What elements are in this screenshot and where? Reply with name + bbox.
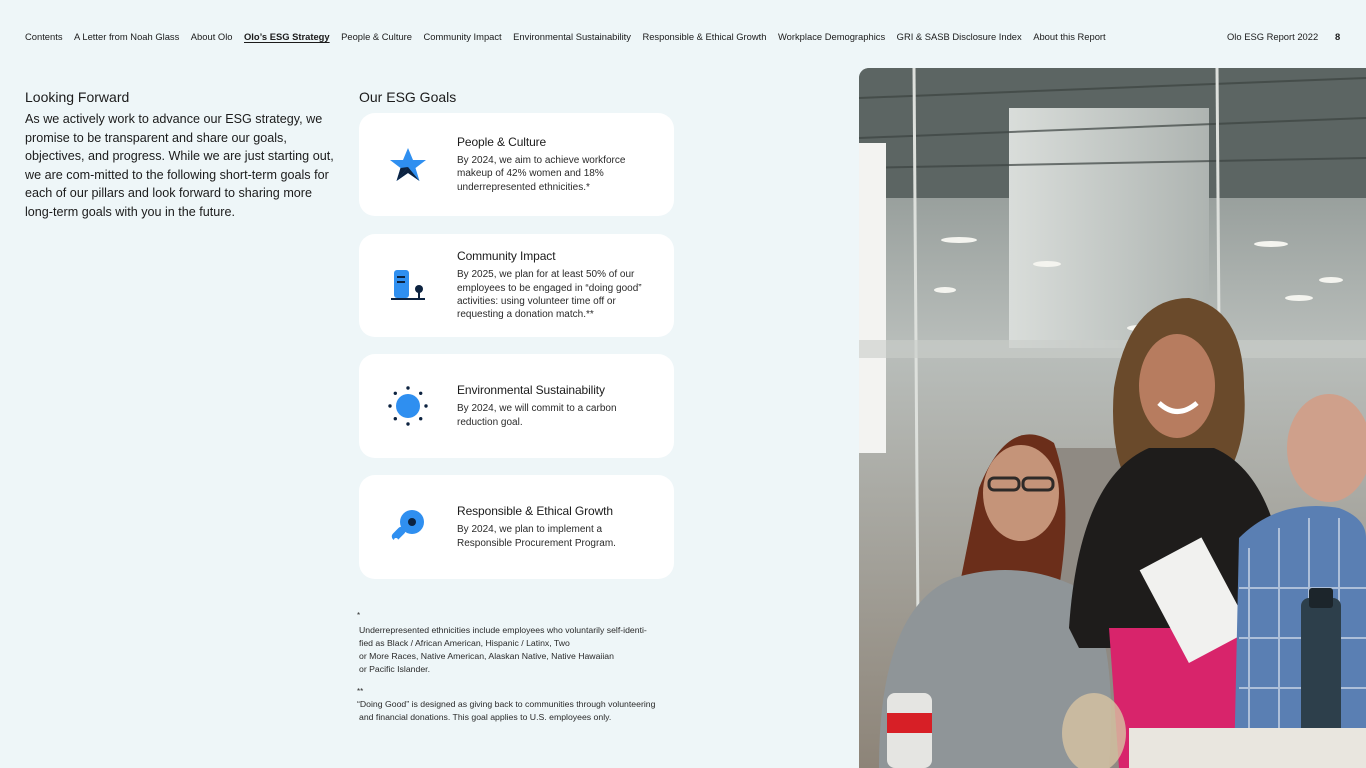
nav-link-about-olo[interactable]: About Olo [190, 31, 233, 42]
nav-link-environmental[interactable]: Environmental Sustainability [513, 31, 631, 42]
meeting-photo [859, 68, 1366, 768]
nav-link-letter[interactable]: A Letter from Noah Glass [74, 31, 180, 42]
star-icon [359, 145, 457, 185]
nav-link-gri-sasb[interactable]: GRI & SASB Disclosure Index [896, 31, 1022, 42]
goal-card-community-impact [359, 234, 674, 337]
nav-link-about-report[interactable]: About this Report [1033, 31, 1106, 42]
nav-link-workplace-demographics[interactable]: Workplace Demographics [777, 31, 886, 42]
nav-link-people-culture[interactable]: People & Culture [341, 31, 413, 42]
top-navigation [25, 31, 1366, 45]
nav-link-esg-strategy[interactable]: Olo’s ESG Strategy [244, 31, 330, 42]
goal-title: People & Culture [457, 135, 547, 150]
footnote-line: or Pacific Islander. [359, 664, 430, 674]
footnote-line: and financial donations. This goal applies to U.S. employees only. [359, 712, 612, 722]
goal-title: Community Impact [457, 249, 556, 264]
goal-card-responsible-growth [359, 475, 674, 579]
footnotes [357, 612, 677, 724]
footnote-line: Underrepresented ethnicities include employees who voluntarily self-identi- [359, 625, 647, 635]
key-icon [359, 507, 457, 547]
goal-card-people-culture [359, 113, 674, 216]
goal-text: By 2024, we aim to achieve workforce makeup of 42% women and 18% underrepresented ethnicities.* [457, 155, 626, 193]
esg-goals-section [359, 89, 674, 549]
nav-link-responsible-growth[interactable]: Responsible & Ethical Growth [642, 31, 767, 42]
sun-icon [359, 385, 457, 427]
nav-links [25, 31, 1366, 43]
page-number: 8 [1335, 31, 1341, 42]
looking-forward-heading: Looking Forward [25, 89, 130, 105]
goal-text: By 2024, we plan to implement a Responsible Procurement Program. [457, 524, 616, 549]
goal-card-environmental [359, 354, 674, 458]
goal-title: Environmental Sustainability [457, 383, 605, 398]
footnote-2 [357, 698, 677, 724]
esg-goals-heading: Our ESG Goals [359, 89, 457, 105]
nav-link-contents[interactable]: Contents [25, 31, 63, 42]
footnote-mark: * [357, 611, 361, 620]
footnote-line: fied as Black / African American, Hispanic / Latinx, Two [359, 638, 570, 648]
goal-text: By 2025, we plan for at least 50% of our employees to be engaged in “doing good” activities: using volunteer time off or requesting a donation match.** [457, 269, 642, 321]
looking-forward-body: As we actively work to advance our ESG strategy, we promise to be transparent and share our goals, objectives, and progress. While we are just starting out, we are com-mitted to the following short-term goals for each of our pillars and look forward to sharing more long-term goals with you in the future. [25, 112, 334, 219]
footnote-1 [357, 624, 677, 676]
footnote-line: or More Races, Native American, Alaskan Native, Native Hawaiian [359, 651, 614, 661]
looking-forward-section [25, 89, 340, 221]
footnote-line: “Doing Good” is designed as giving back to communities through volunteering [357, 699, 656, 709]
footnote-mark: ** [357, 687, 364, 696]
goal-text: By 2024, we will commit to a carbon reduction goal. [457, 403, 617, 428]
nav-link-community-impact[interactable]: Community Impact [423, 31, 502, 42]
report-title: Olo ESG Report 2022 [1227, 31, 1319, 42]
goal-title: Responsible & Ethical Growth [457, 504, 613, 519]
community-icon [359, 266, 457, 306]
